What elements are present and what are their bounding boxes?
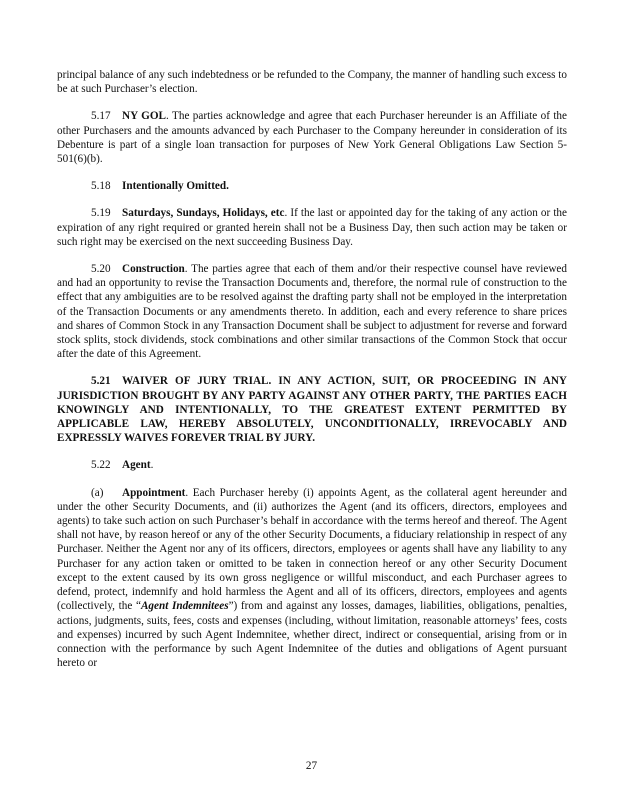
section-number: 5.17 — [91, 110, 111, 123]
section-title: Agent — [122, 459, 151, 472]
section-5-22 — [57, 458, 567, 472]
section-text: . The parties agree that each of them and/or their respective counsel have reviewed and had an opportunity to revise the Transaction Documents and, therefore, the normal rule of construction to the effect that any ambiguities are to be resolved against the drafting party shall not be employed in the interpretation of the Transaction Documents or any amendments thereto. In addition, each and every reference to share prices and shares of Common Stock in any Transaction Document shall be subject to adjustment for reverse and forward stock splits, stock dividends, stock combinations and other similar transactions of the Common Stock that occur after the date of this Agreement. — [57, 263, 567, 361]
subsection-title: Appointment — [122, 486, 186, 499]
subsection-text-part1: . Each Purchaser hereby (i) appoints Agent, as the collateral agent hereunder and under the other Security Documents, and (ii) authorizes the Agent (and its officers, directors, employees and agents) to take such action on such Purchaser’s behalf in accordance with the terms hereof and thereof. The Agent shall not have, by reason hereof or any of the other Security Documents, a fiduciary relationship in respect of any Purchaser. Neither the Agent nor any of its officers, directors, employees or agents shall have any liability to any Purchaser for any action taken or omitted to be taken in connection hereof or any other Security Document except to the extent caused by its own gross negligence or willful misconduct, and each Purchaser agrees to defend, protect, indemnify and hold harmless the Agent and all of its officers, directors, employees and agents (collectively, the “ — [57, 486, 567, 613]
section-5-17 — [57, 109, 567, 166]
section-title: Intentionally Omitted. — [122, 180, 229, 193]
section-number: 5.19 — [91, 207, 111, 220]
section-5-18 — [57, 179, 567, 193]
section-title: Saturdays, Sundays, Holidays, etc — [122, 207, 285, 220]
section-5-19 — [57, 206, 567, 249]
section-title-end: . — [150, 459, 154, 472]
jury-waiver-text: WAIVER OF JURY TRIAL. IN ANY ACTION, SUIT, OR PROCEEDING IN ANY JURISDICTION BROUGHT BY ANY PARTY AGAINST ANY OTHER PARTY, THE PARTIES EACH KNOWINGLY AND INTENTIONALLY, TO THE GREATEST EXTENT PERMITTED BY APPLICABLE LAW, HEREBY ABSOLUTELY, UNCONDITIONALLY, IRREVOCABLY AND EXPRESSLY WAIVES FOREVER TRIAL BY JURY. — [57, 375, 567, 445]
subsection-text-part2: ”) from and against any losses, damages, liabilities, obligations, penalties, actions, judgments, suits, fees, costs and expenses (including, without limitation, reasonable attorneys’ fees, costs and expenses) incurred by such Agent Indemnitee, whether direct, indirect or consequential, arising from or in connection with the performance by such Agent Indemnitee of the duties and obligations of Agent pursuant hereto or — [57, 600, 568, 670]
section-number: 5.20 — [91, 263, 111, 276]
section-number: 5.21 — [91, 375, 111, 388]
section-5-20 — [57, 262, 567, 361]
section-title: NY GOL — [122, 110, 167, 123]
section-number: 5.18 — [91, 180, 111, 193]
page-number: 27 — [305, 760, 318, 772]
section-5-21 — [57, 374, 567, 445]
section-title: Construction — [122, 263, 185, 276]
intro-paragraph: principal balance of any such indebtedness or be refunded to the Company, the manner of handling such excess to be at such Purchaser’s election. — [57, 69, 567, 96]
defined-term: Agent Indemnitees — [140, 600, 229, 613]
section-text: . If the last or appointed day for the taking of any action or the expiration of any right required or granted herein shall not be a Business Day, then such action may be taken or such right may be exercised on the next succeeding Business Day. — [57, 207, 567, 248]
section-number: 5.22 — [91, 459, 111, 472]
subsection-number: (a) — [91, 486, 104, 499]
section-5-22-a — [57, 486, 567, 671]
section-text: . The parties acknowledge and agree that each Purchaser hereunder is an Affiliate of the other Purchasers and the amounts advanced by each Purchaser to the Company hereunder in consideration of its Debenture is part of a single loan transaction for purposes of New York General Obligations Law Section 5-501(6)(b). — [57, 110, 567, 166]
